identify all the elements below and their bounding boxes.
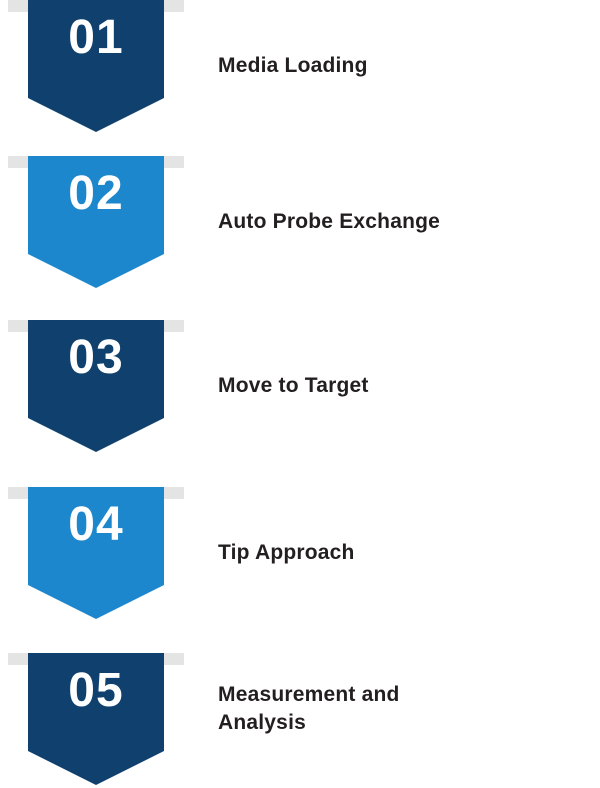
step-number-03: 03 [68,331,124,384]
ribbon-point-icon-04 [28,585,164,619]
ribbon-body-04 [28,487,164,585]
process-step-04 [0,487,600,619]
ribbon-point-icon-03 [28,418,164,452]
step-number-05: 05 [68,664,124,717]
step-ribbon-02 [0,156,200,288]
step-label-03: Move to Target [218,374,369,397]
step-ribbon-01 [0,0,200,132]
process-step-01 [0,0,600,132]
ribbon-body-02 [28,156,164,254]
ribbon-body-05 [28,653,164,751]
ribbon-number-badge-01 [28,0,164,98]
ribbon-point-icon-01 [28,98,164,132]
step-label-05: Measurement and Analysis [218,683,400,735]
process-step-02 [0,156,600,288]
ribbon-number-badge-02 [28,156,164,254]
ribbon-point-icon-02 [28,254,164,288]
ribbon-number-badge-04 [28,487,164,585]
step-ribbon-04 [0,487,200,619]
step-label-04: Tip Approach [218,541,355,564]
ribbon-number-badge-03 [28,320,164,418]
step-number-01: 01 [68,11,124,64]
step-number-04: 04 [68,498,124,551]
ribbon-body-03 [28,320,164,418]
step-label-02: Auto Probe Exchange [218,210,441,233]
step-ribbon-05 [0,653,200,788]
ribbon-number-badge-05 [28,653,164,751]
ribbon-body-01 [28,0,164,98]
step-label-01: Media Loading [218,54,368,77]
step-number-02: 02 [68,167,124,220]
process-step-03 [0,320,600,452]
process-step-05 [0,653,600,788]
ribbon-point-icon-05 [28,751,164,785]
step-ribbon-03 [0,320,200,452]
